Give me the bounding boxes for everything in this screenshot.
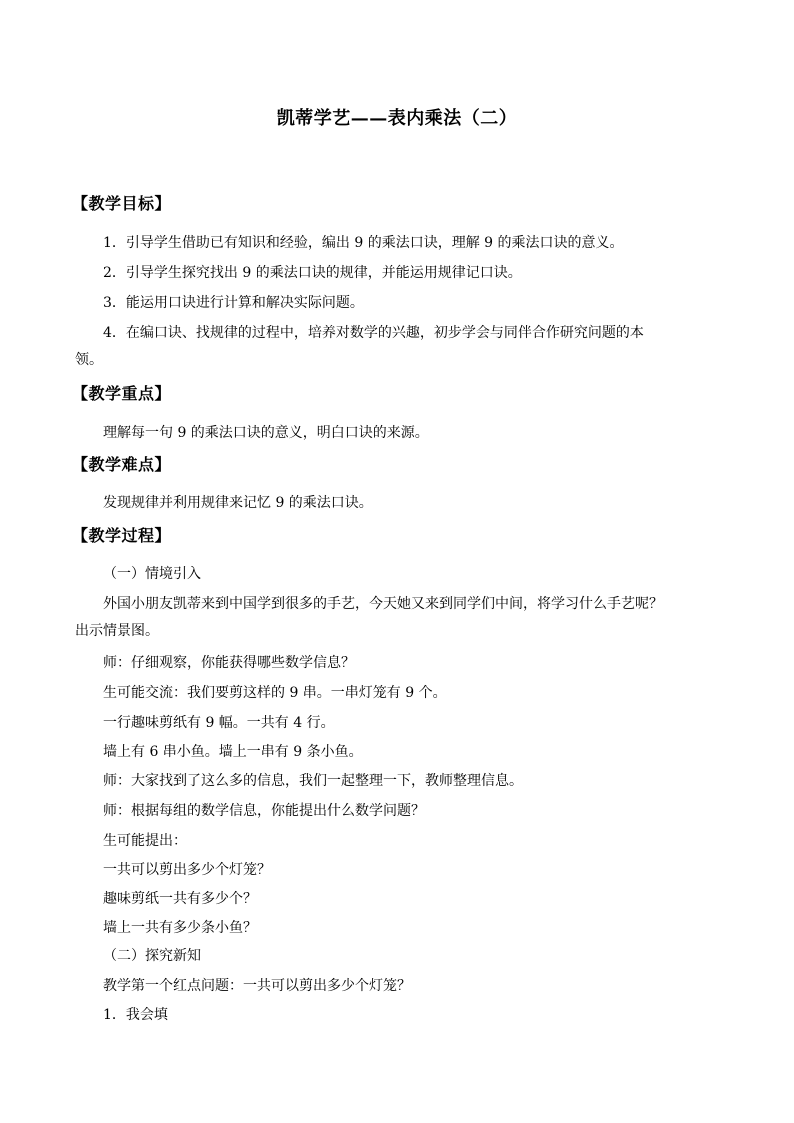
process-line: （一）情境引入 [103,566,201,582]
goal-item-3: 3．能运用口诀进行计算和解决实际问题。 [103,295,364,311]
process-line: 出示情景图。 [75,623,159,639]
process-line: 生可能提出： [103,833,187,849]
goal-item-2: 2．引导学生探究找出 9 的乘法口诀的规律，并能运用规律记口诀。 [103,265,522,281]
process-line: 墙上有 6 串小鱼。墙上一串有 9 条小鱼。 [103,744,363,760]
key-point-text: 理解每一句 9 的乘法口诀的意义，明白口诀的来源。 [103,425,429,441]
heading-teaching-goals: 【教学目标】 [72,194,172,213]
process-line: 师：仔细观察，你能获得哪些数学信息？ [103,655,355,671]
process-line: 墙上一共有多少条小鱼？ [103,920,257,936]
process-line: 教学第一个红点问题：一共可以剪出多少个灯笼？ [103,978,411,994]
goal-item-4: 4．在编口诀、找规律的过程中，培养对数学的兴趣，初步学会与同伴合作研究问题的本 [103,325,644,341]
process-line: （二）探究新知 [103,948,201,964]
process-line: 外国小朋友凯蒂来到中国学到很多的手艺，今天她又来到同学们中间，将学习什么手艺呢？ [103,596,663,612]
goal-item-1: 1．引导学生借助已有知识和经验，编出 9 的乘法口诀，理解 9 的乘法口诀的意义。 [103,235,624,251]
difficulty-text: 发现规律并利用规律来记忆 9 的乘法口诀。 [103,495,373,511]
process-line: 生可能交流：我们要剪这样的 9 串。一串灯笼有 9 个。 [103,685,447,701]
heading-teaching-process: 【教学过程】 [72,526,172,545]
process-line: 1．我会填 [103,1007,168,1023]
heading-difficulty: 【教学难点】 [72,455,172,474]
process-line: 一行趣味剪纸有 9 幅。一共有 4 行。 [103,715,335,731]
heading-key-point: 【教学重点】 [72,384,172,403]
process-line: 一共可以剪出多少个灯笼？ [103,862,271,878]
document-title: 凯蒂学艺——表内乘法（二） [276,108,518,129]
goal-item-4-continued: 领。 [75,352,103,368]
process-line: 师：根据每组的数学信息，你能提出什么数学问题？ [103,803,425,819]
process-line: 师：大家找到了这么多的信息，我们一起整理一下，教师整理信息。 [103,773,523,789]
process-line: 趣味剪纸一共有多少个？ [103,891,257,907]
